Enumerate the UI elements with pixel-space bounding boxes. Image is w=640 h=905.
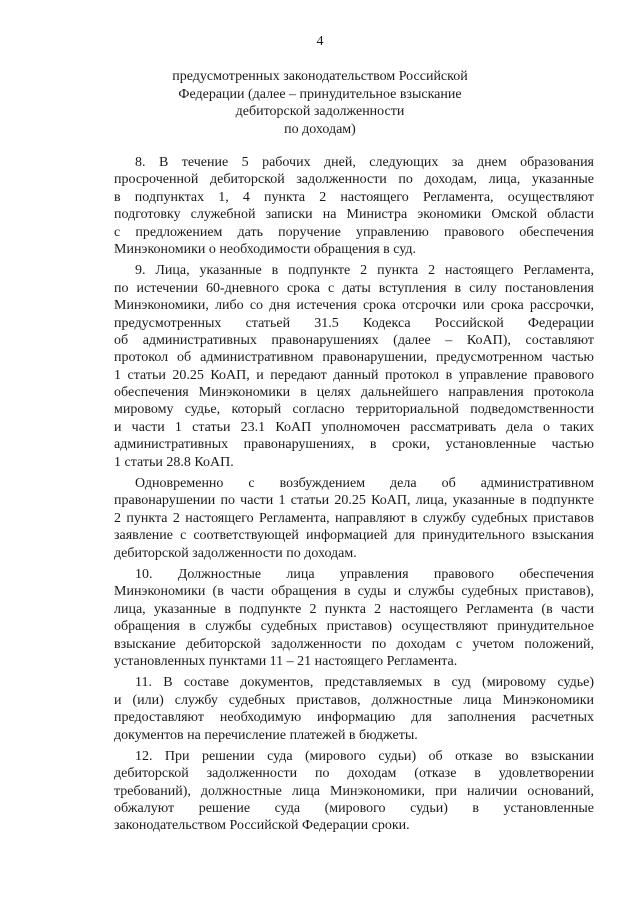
paragraph-line: об административных правонарушениях (далее – КоАП), составляют (114, 332, 594, 348)
paragraph-line: и (или) службу судебных приставов, должностные лица Минэкономики (114, 692, 594, 708)
paragraph-line: 11. В составе документов, представляемых в суд (мировому судье) (135, 675, 594, 691)
heading-line: дебиторской задолженности (235, 104, 405, 119)
paragraph-line: в подпунктах 1, 4 пункта 2 настоящего Регламента, осуществляют (114, 189, 594, 205)
paragraph-line: административных правонарушениях, в сроки, установленные частью (114, 437, 594, 453)
paragraph-line: с предложением дать поручение управлению правового обеспечения (114, 224, 594, 240)
document-body (114, 154, 594, 835)
paragraph (114, 475, 594, 562)
paragraph-line: законодательством Российской Федерации сроки. (114, 818, 410, 834)
paragraph-line: протокол об административном правонарушении, предусмотренном частью (114, 350, 594, 366)
page-number: 4 (316, 34, 324, 49)
paragraph-line: и части 1 статьи 23.1 КоАП уполномочен рассматривать дела о таких (114, 419, 594, 435)
paragraph-line: подготовку служебной записки на Министра экономики Омской области (114, 207, 594, 223)
heading-line: предусмотренных законодательством Российской (172, 69, 468, 84)
heading-block (0, 68, 640, 138)
paragraph-line: заявление с соответствующей информацией для принудительного взыскания (114, 528, 594, 544)
paragraph-line: обжалуют решение суда (мирового судьи) в установленные (114, 801, 594, 817)
paragraph-line: 1 статьи 20.25 КоАП, и передают данный протокол в управление правового (114, 367, 594, 383)
paragraph-line: Одновременно с возбуждением дела об административном (135, 476, 594, 492)
paragraph-line: 12. При решении суда (мирового судьи) об отказе во взыскании (135, 748, 594, 764)
paragraph (114, 154, 594, 258)
paragraph-line: Минэкономики (в части обращения в суды и службы судебных приставов), (114, 584, 594, 600)
paragraph-line: 1 статьи 28.8 КоАП. (114, 454, 234, 470)
paragraph-line: взыскание дебиторской задолженности по доходам с учетом положений, (114, 636, 594, 652)
paragraph (114, 262, 594, 471)
paragraph (114, 674, 594, 744)
paragraph-line: мировому судье, который согласно территориальной подведомственности (114, 402, 594, 418)
paragraph-line: 10. Должностные лица управления правового обеспечения (135, 566, 594, 582)
paragraph-line: 9. Лица, указанные в подпункте 2 пункта 2 настоящего Регламента, (135, 263, 594, 279)
paragraph-line: дебиторской задолженности по доходам. (114, 545, 357, 561)
paragraph-line: правонарушении по части 1 статьи 20.25 КоАП, лица, указанные в подпункте (114, 493, 594, 509)
heading-line: Федерации (далее – принудительное взыскание (178, 86, 462, 102)
paragraph-line: по истечении 60-дневного срока с даты вступления в силу постановления (114, 280, 594, 296)
paragraph-line: предусмотренных статьей 31.5 Кодекса Российской Федерации (114, 315, 594, 331)
paragraph-line: документов на перечисление платежей в бюджеты. (114, 727, 418, 743)
paragraph-line: 2 пункта 2 настоящего Регламента, направляют в службу судебных приставов (114, 510, 594, 526)
paragraph-line: установленных пунктами 11 – 21 настоящего Регламента. (114, 653, 458, 669)
paragraph-line: обращения в службы судебных приставов) осуществляют принудительное (114, 619, 594, 635)
paragraph-line: Минэкономики о необходимости обращения в суд. (114, 241, 417, 257)
paragraph-line: 8. В течение 5 рабочих дней, следующих за днем образования (135, 155, 594, 170)
paragraph-line: Минэкономики, либо со дня истечения срока отсрочки или срока рассрочки, (114, 298, 594, 314)
paragraph-line: просроченной дебиторской задолженности по доходам, лица, указанные (114, 172, 594, 188)
paragraph (114, 566, 594, 670)
paragraph (114, 748, 594, 835)
paragraph-line: лица, указанные в подпункте 2 пункта 2 настоящего Регламента (в части (114, 601, 594, 617)
paragraph-line: предоставляют необходимую информацию для заполнения расчетных (114, 710, 594, 726)
paragraph-line: дебиторской задолженности по доходам (отказе в удовлетворении (114, 766, 594, 782)
heading-line: по доходам) (284, 121, 356, 137)
paragraph-line: обеспечения Минэкономики в целях дальнейшего направления протокола (114, 385, 594, 401)
paragraph-line: требований), должностные лица Минэкономики, при наличии оснований, (114, 783, 594, 799)
